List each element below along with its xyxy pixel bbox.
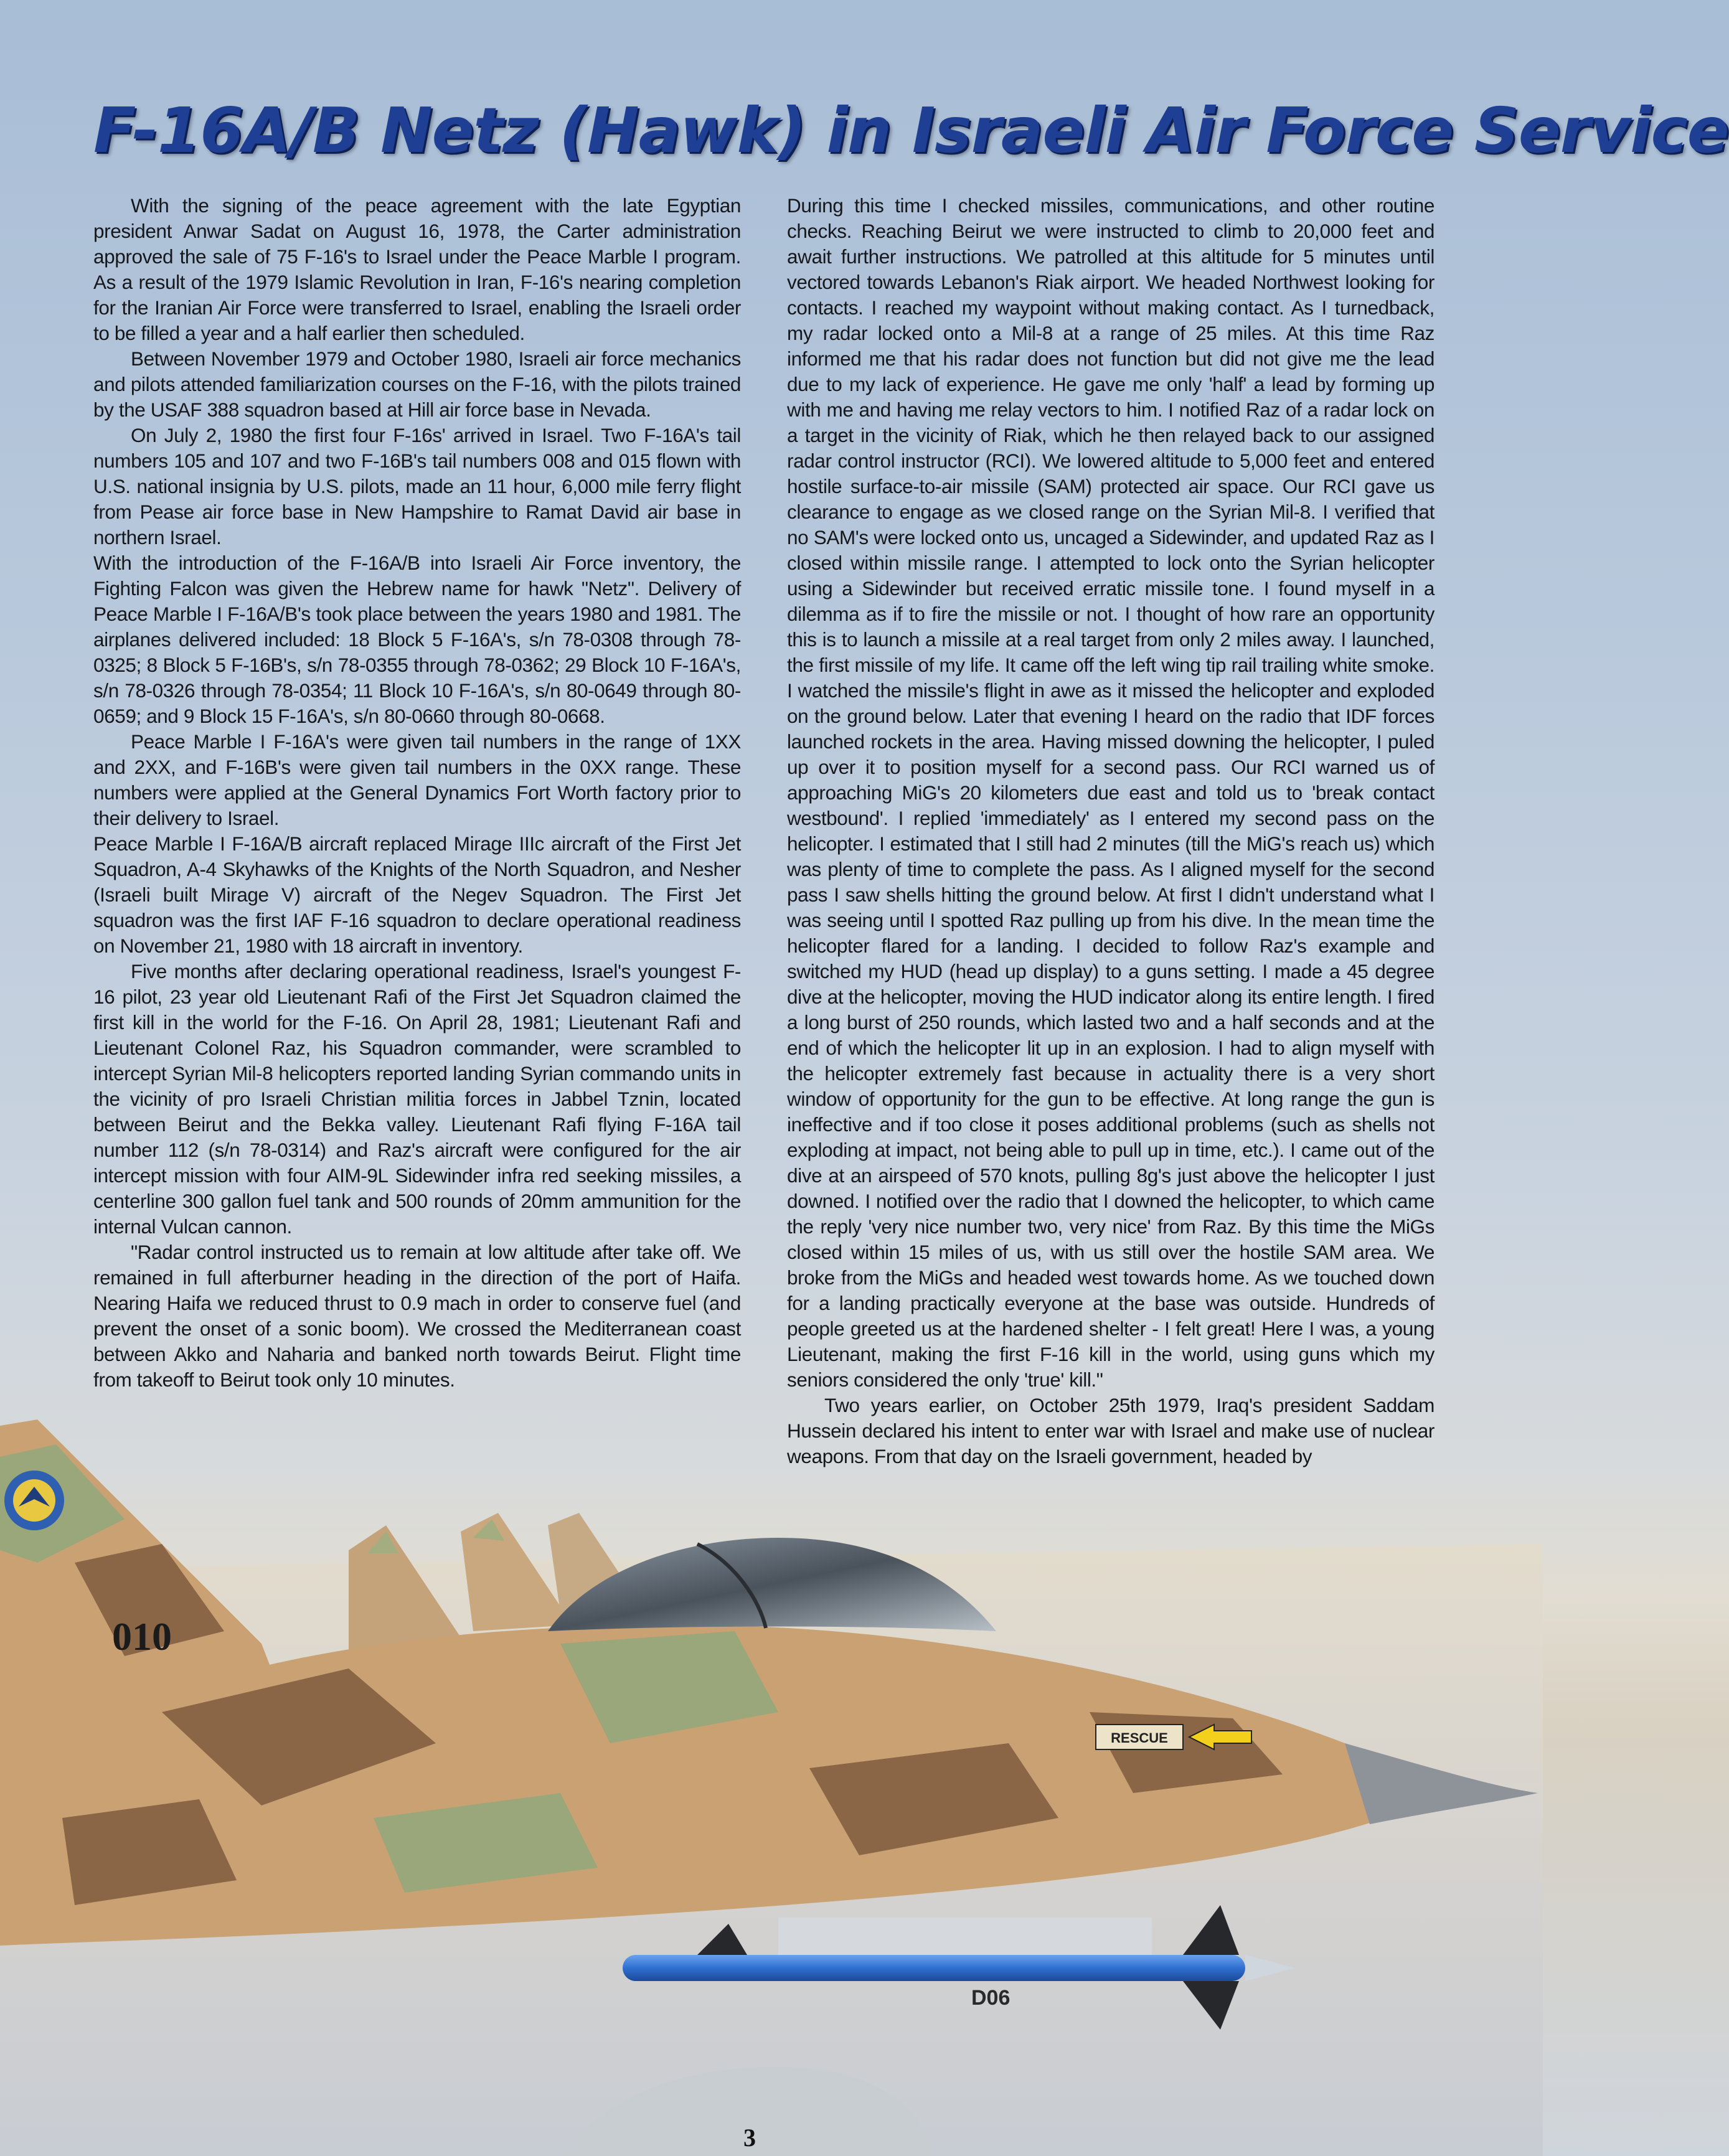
page-number: 3 <box>743 2124 756 2152</box>
paragraph: Between November 1979 and October 1980, Israeli air force mechanics and pilots attended familiarization courses on the F-16, with the pilots trained by the USAF 388 squadron based at Hill air force base in Nevada. <box>93 347 741 421</box>
missile-marking: D06 <box>971 1986 1011 2010</box>
paragraph: During this time I checked missiles, communications, and other routine checks. Reaching Beirut we were instructed to climb to 20,000 feet and await further instructions. We patrolled at this altitude for 5 minutes until vectored towards Lebanon's Riak airport. We headed Northwest looking for contacts. I reached my waypoint without making contact. As I turnedback, my radar locked onto a Mil-8 at a range of 25 miles. At this time Raz informed me that his radar does not function but did not give me the lead due to my lack of experience. He gave me only 'half' a lead by forming up with me and having me relay vectors to him. I notified Raz of a radar lock on a target in the vicinity of Riak, which he then relayed back to our assigned radar control instructor (RCI). We lowered altitude to 5,000 feet and entered hostile surface-to-air missile (SAM) protected air space. Our RCI gave us clearance to engage as we closed range on the Syrian Mil-8. I verified that no SAM's were locked onto us, uncaged a Sidewinder, and updated Raz as I closed within missile range. I attempted to lock onto the Syrian helicopter using a Sidewinder but received erratic missile tone. I found myself in a dilemma as if to fire the missile or not. I thought of how rare an opportunity this is to launch a missile at a real target from only 2 miles away. I launched, the first missile of my life. It came off the left wing tip rail trailing white smoke. I watched the missile's flight in awe as it missed the helicopter and exploded on the ground below. Later that evening I heard on the radio that IDF forces launched rockets in the area. Having missed downing the helicopter, I puled up over it to position myself for a second pass. Our RCI warned us of approaching MiG's 20 kilometers due east and told us to 'break contact westbound'. I replied 'immediately' as I entered my second pass on the helicopter. I estimated that I still had 2 minutes (till the MiG's reach us) which was plenty of time to complete the pass. As I aligned myself for the second pass I saw shells hitting the ground below. At first I didn't understand what I was seeing until I spotted Raz pulling up from his dive. In the mean time the helicopter flared for a landing. I decided to follow Raz's example and switched my HUD (head up display) to a guns setting. I made a 45 degree dive at the helicopter, moving the HUD indicator along its entire length. I fired a long burst of 250 rounds, which lasted two and a half seconds and at the end of which the helicopter lit up in an explosion. I had to align myself with the helicopter extremely fast because in actuality there is a very short window of opportunity for the gun to be effective. At long range the gun is ineffective and if too close it poses additional problems (such as shells not exploding at impact, not being able to pull up in time, etc.). I came out of the dive at an airspeed of 570 knots, pulling 8g's just above the helicopter I just downed. I notified over the radio that I downed the helicopter, to which came the reply 'very nice number two, very nice' from Raz. By this time the MiGs closed within 15 miles of us, with us still over the hostile SAM area. We broke from the MiGs and headed west towards home. As we touched down for a landing practically everyone at the base was outside. Hundreds of people greeted us at the hardened shelter - I felt great! Here I was, a young Lieutenant, making the first F-16 kill in the world, using guns which my seniors considered the only 'true' kill." <box>787 194 1435 1391</box>
aircraft-canopy <box>548 1538 996 1631</box>
paragraph: "Radar control instructed us to remain at low altitude after take off. We remained in full afterburner heading in the direction of the port of Haifa. Nearing Haifa we reduced thrust to 0.9 mach in order to conserve fuel (and prevent the onset of a sonic boom). We crossed the Mediterranean coast between Akko and Naharia and banked north towards Beirut. Flight time from takeoff to Beirut took only 10 minutes. <box>93 1241 741 1391</box>
paragraph: On July 2, 1980 the first four F-16s' arrived in Israel. Two F-16A's tail numbers 105 and 107 and two F-16B's tail numbers 008 and 015 flown with U.S. national insignia by U.S. pilots, made an 11 hour, 6,000 mile ferry flight from Pease air force base in New Hampshire to Ramat David air base in northern Israel. <box>93 424 741 548</box>
paragraph: Two years earlier, on October 25th 1979, Iraq's president Saddam Hussein declared his intent to enter war with Israel and make use of nuclear weapons. From that day on the Israeli government, headed by <box>787 1394 1435 1467</box>
article-column-left <box>93 193 741 1393</box>
warning-label: RESCUE <box>1111 1730 1168 1746</box>
paragraph: With the signing of the peace agreement with the late Egyptian president Anwar Sadat on August 16, 1978, the Carter administration approved the sale of 75 F-16's to Israel under the Peace Marble I program. As a result of the 1979 Islamic Revolution in Iran, F-16's nearing completion for the Iranian Air Force were transferred to Israel, enabling the Israeli order to be filled a year and a half earlier then scheduled. <box>93 194 741 344</box>
paragraph: Five months after declaring operational readiness, Israel's youngest F-16 pilot, 23 year old Lieutenant Rafi of the First Jet Squadron claimed the first kill in the world for the F-16. On April 28, 1981; Lieutenant Rafi and Lieutenant Colonel Raz, his Squadron commander, were scrambled to intercept Syrian Mil-8 helicopters reported landing Syrian commando units in the vicinity of pro Israeli Christian militia forces in Jabbel Tznin, located between Beirut and the Bekka valley. Lieutenant Rafi flying F-16A tail number 112 (s/n 78-0314) and Raz's aircraft were configured for the air intercept mission with four AIM-9L Sidewinder infra red seeking missiles, a centerline 300 gallon fuel tank and 500 rounds of 20mm ammunition for the internal Vulcan cannon. <box>93 960 741 1238</box>
paragraph: With the introduction of the F-16A/B into Israeli Air Force inventory, the Fighting Falcon was given the Hebrew name for hawk "Netz". Delivery of Peace Marble I F-16A/B's took place between the years 1980 and 1981. The airplanes delivered included: 18 Block 5 F-16A's, s/n 78-0308 through 78-0325; 8 Block 5 F-16B's, s/n 78-0355 through 78-0362; 29 Block 10 F-16A's, s/n 78-0326 through 78-0354; 11 Block 10 F-16A's, s/n 80-0649 through 80-0659; and 9 Block 15 F-16A's, s/n 80-0660 through 80-0668. <box>93 552 741 727</box>
article-column-right <box>787 193 1435 1469</box>
sidewinder-missile <box>623 1955 1245 1981</box>
paragraph: Peace Marble I F-16A's were given tail numbers in the range of 1XX and 2XX, and F-16B's were given tail numbers in the 0XX range. These numbers were applied at the General Dynamics Fort Worth factory prior to their delivery to Israel. <box>93 730 741 829</box>
paragraph: Peace Marble I F-16A/B aircraft replaced Mirage IIIc aircraft of the First Jet Squadron, A-4 Skyhawks of the Knights of the North Squadron, and Nesher (Israeli built Mirage V) aircraft of the Negev Squadron. The First Jet squadron was the first IAF F-16 squadron to declare operational readiness on November 21, 1980 with 18 aircraft in inventory. <box>93 832 741 957</box>
page-title: F-16A/B Netz (Hawk) in Israeli Air Force Service <box>93 94 1729 167</box>
f16-lineup-photo <box>0 1419 1543 2156</box>
tail-number: 010 <box>112 1614 172 1659</box>
